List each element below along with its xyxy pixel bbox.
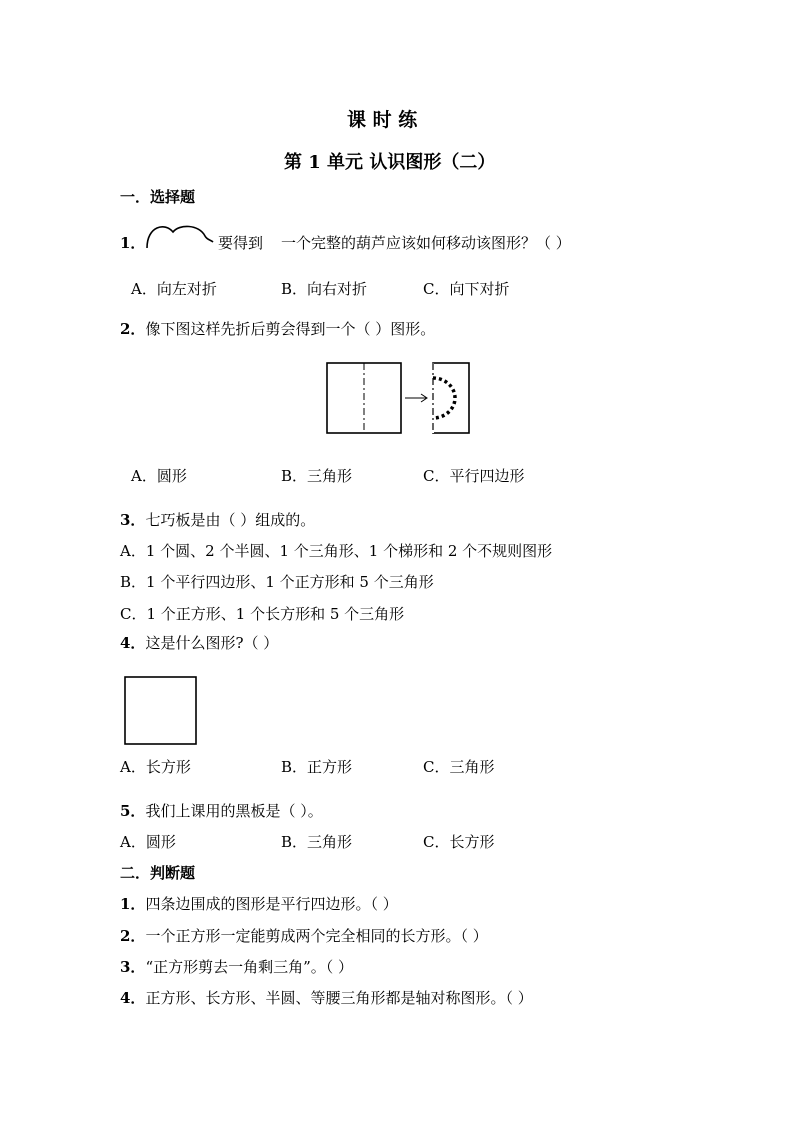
question-number: 1． bbox=[120, 895, 146, 913]
q3-option-a: A．1 个圆、2 个半圆、1 个三角形、1 个梯形和 2 个不规则图形 bbox=[120, 542, 553, 560]
question-5 bbox=[120, 800, 323, 821]
judge-item-text: 正方形、长方形、半圆、等腰三角形都是轴对称图形。（ ） bbox=[145, 989, 533, 1007]
q5-option-c: C．长方形 bbox=[423, 833, 495, 851]
question-3-text: 七巧板是由（ ）组成的。 bbox=[145, 511, 316, 529]
q2-option-c: C．平行四边形 bbox=[423, 467, 525, 485]
half-gourd-figure bbox=[143, 220, 215, 250]
q3-option-c: C．1 个正方形、1 个长方形和 5 个三角形 bbox=[120, 605, 405, 623]
question-number: 5． bbox=[120, 802, 146, 820]
question-1 bbox=[120, 232, 145, 253]
judge-item-2 bbox=[120, 925, 488, 946]
question-number: 4． bbox=[120, 989, 146, 1007]
fold-cut-figure bbox=[326, 362, 472, 434]
q4-option-a: A．长方形 bbox=[120, 758, 191, 776]
question-number: 4． bbox=[120, 634, 146, 652]
question-5-text: 我们上课用的黑板是（ ）。 bbox=[145, 802, 323, 820]
q1-option-b: B．向右对折 bbox=[281, 280, 368, 298]
judge-item-1 bbox=[120, 893, 398, 914]
question-1-text-after: 一个完整的葫芦应该如何移动该图形？（ ） bbox=[281, 234, 571, 252]
question-number: 3． bbox=[120, 958, 146, 976]
q3-option-b: B．1 个平行四边形、1 个正方形和 5 个三角形 bbox=[120, 573, 434, 591]
question-2 bbox=[120, 318, 435, 339]
question-number: 3． bbox=[120, 511, 146, 529]
question-number: 1． bbox=[120, 234, 146, 252]
question-1-text-before: 要得到 bbox=[218, 234, 264, 252]
judge-item-4 bbox=[120, 987, 533, 1008]
q2-option-b: B．三角形 bbox=[281, 467, 353, 485]
folded-paper bbox=[433, 363, 469, 433]
q4-option-b: B．正方形 bbox=[281, 758, 353, 776]
judge-item-text: “正方形剪去一角剩三角”。（ ） bbox=[145, 958, 354, 976]
cut-semicircle bbox=[433, 378, 455, 418]
page-title: 课 时 练 bbox=[347, 109, 418, 131]
question-3 bbox=[120, 509, 315, 530]
q5-option-a: A．圆形 bbox=[120, 833, 176, 851]
square-figure bbox=[124, 676, 198, 746]
q1-option-c: C．向下对折 bbox=[423, 280, 510, 298]
judge-item-text: 一个正方形一定能剪成两个完全相同的长方形。（ ） bbox=[145, 927, 488, 945]
unit-subtitle: 第 1 单元 认识图形（二） bbox=[284, 152, 496, 173]
q2-option-a: A．圆形 bbox=[131, 467, 187, 485]
question-2-text: 像下图这样先折后剪会得到一个（ ）图形。 bbox=[145, 320, 436, 338]
question-number: 2． bbox=[120, 320, 146, 338]
section-judge-heading: 二．判断题 bbox=[120, 864, 196, 882]
question-4-text: 这是什么图形?（ ） bbox=[145, 634, 279, 652]
q1-option-a: A．向左对折 bbox=[131, 280, 217, 298]
section-choice-heading: 一．选择题 bbox=[120, 188, 196, 206]
judge-item-3 bbox=[120, 956, 353, 977]
question-4 bbox=[120, 632, 278, 653]
judge-item-text: 四条边围成的图形是平行四边形。（ ） bbox=[145, 895, 398, 913]
q5-option-b: B．三角形 bbox=[281, 833, 353, 851]
question-number: 2． bbox=[120, 927, 146, 945]
square-shape bbox=[125, 677, 196, 744]
half-gourd-outline bbox=[147, 226, 213, 248]
q4-option-c: C．三角形 bbox=[423, 758, 495, 776]
